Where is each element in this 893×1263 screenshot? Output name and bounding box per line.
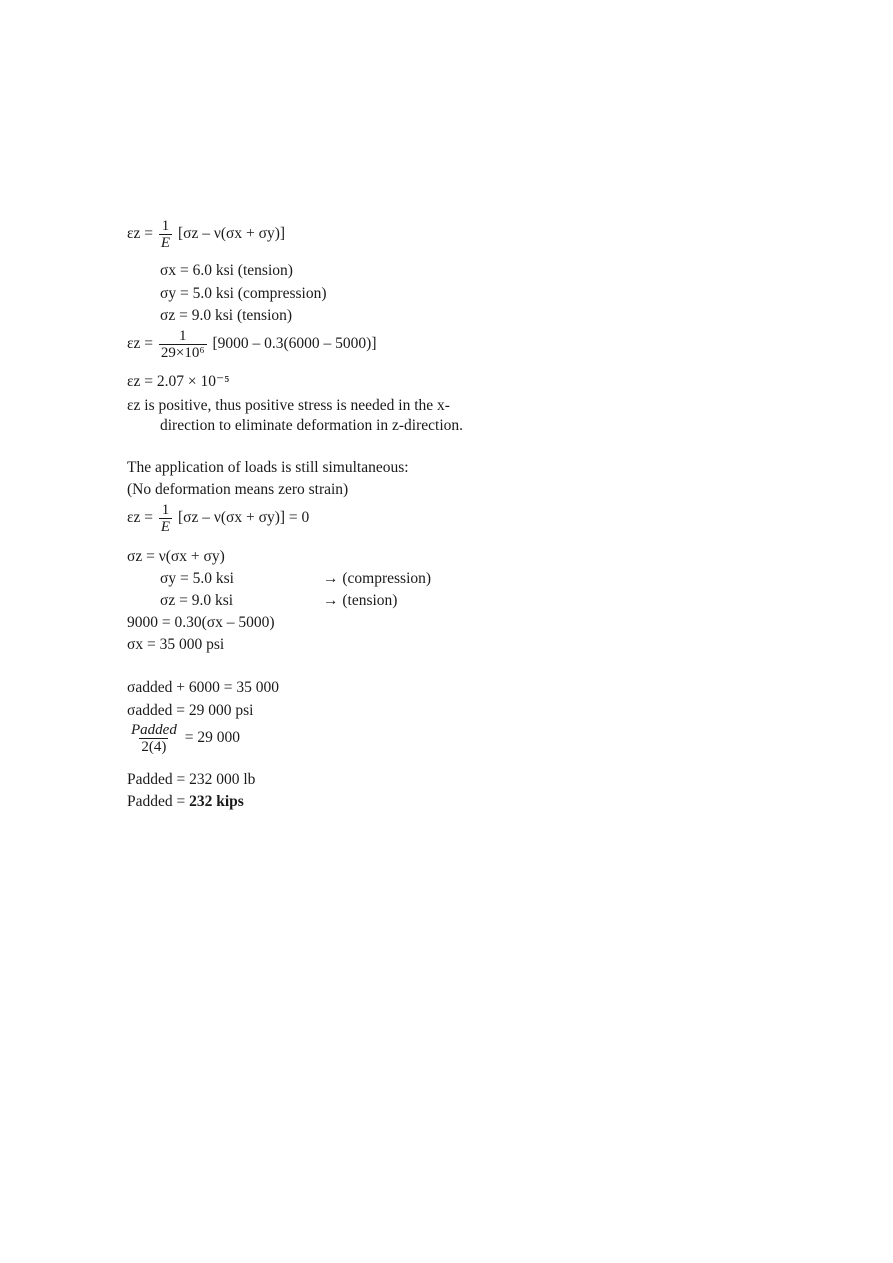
- p-added-lb: Padded = 232 000 lb: [127, 771, 256, 788]
- fraction-numerator: 1: [161, 218, 170, 234]
- fraction-numerator: 1: [161, 502, 170, 518]
- strain-equation-numeric: [127, 328, 377, 361]
- eq-lhs: εz =: [127, 225, 154, 243]
- eq-rhs: [9000 – 0.3(6000 – 5000)]: [212, 335, 377, 353]
- note-line-1: εz is positive, thus positive stress is needed in the x-: [127, 397, 450, 414]
- given-sigma-y-2: σy = 5.0 ksi: [160, 570, 234, 587]
- equation-9000: 9000 = 0.30(σx – 5000): [127, 614, 275, 631]
- fraction: [159, 218, 172, 251]
- given-sigma-y: σy = 5.0 ksi (compression): [160, 285, 327, 302]
- sigma-z-relation: σz = ν(σx + σy): [127, 548, 225, 565]
- eq-lhs: Padded =: [127, 793, 186, 810]
- fraction: [159, 328, 207, 361]
- fraction-denominator: E: [160, 235, 171, 251]
- sigma-added-equation: σadded + 6000 = 35 000: [127, 679, 279, 696]
- fraction-denominator: 2(4): [141, 739, 167, 755]
- given-sigma-z: σz = 9.0 ksi (tension): [160, 307, 293, 324]
- final-answer: 232 kips: [189, 793, 244, 810]
- fraction: [159, 502, 172, 535]
- strain-equation-general: [127, 218, 285, 251]
- note-compression: → (compression): [323, 570, 432, 587]
- note-tension: → (tension): [323, 592, 398, 609]
- text-simultaneous: The application of loads is still simultaneous:: [127, 459, 409, 476]
- strain-result: εz = 2.07 × 10⁻⁵: [127, 373, 230, 390]
- eq-rhs: [σz – ν(σx + σy)] = 0: [177, 509, 310, 527]
- eq-lhs: εz =: [127, 509, 154, 527]
- sigma-x-result: σx = 35 000 psi: [127, 636, 225, 653]
- p-added-fraction-equation: [127, 722, 240, 755]
- eq-rhs: [σz – ν(σx + σy)]: [177, 225, 286, 243]
- fraction-numerator: Padded: [131, 722, 177, 738]
- fraction-numerator: 1: [178, 328, 187, 344]
- sigma-added-result: σadded = 29 000 psi: [127, 702, 254, 719]
- given-sigma-z-2: σz = 9.0 ksi: [160, 592, 234, 609]
- eq-rhs: = 29 000: [184, 729, 240, 747]
- fraction-denominator: E: [160, 519, 171, 535]
- note-line-2: direction to eliminate deformation in z-direction.: [160, 417, 464, 434]
- strain-zero-equation: [127, 502, 309, 535]
- fraction-denominator: 29×10⁶: [160, 345, 205, 361]
- eq-lhs: εz =: [127, 335, 154, 353]
- given-sigma-x: σx = 6.0 ksi (tension): [160, 262, 293, 279]
- fraction: [129, 722, 179, 755]
- p-added-kips: [127, 792, 244, 812]
- text-zero-strain: (No deformation means zero strain): [127, 481, 349, 498]
